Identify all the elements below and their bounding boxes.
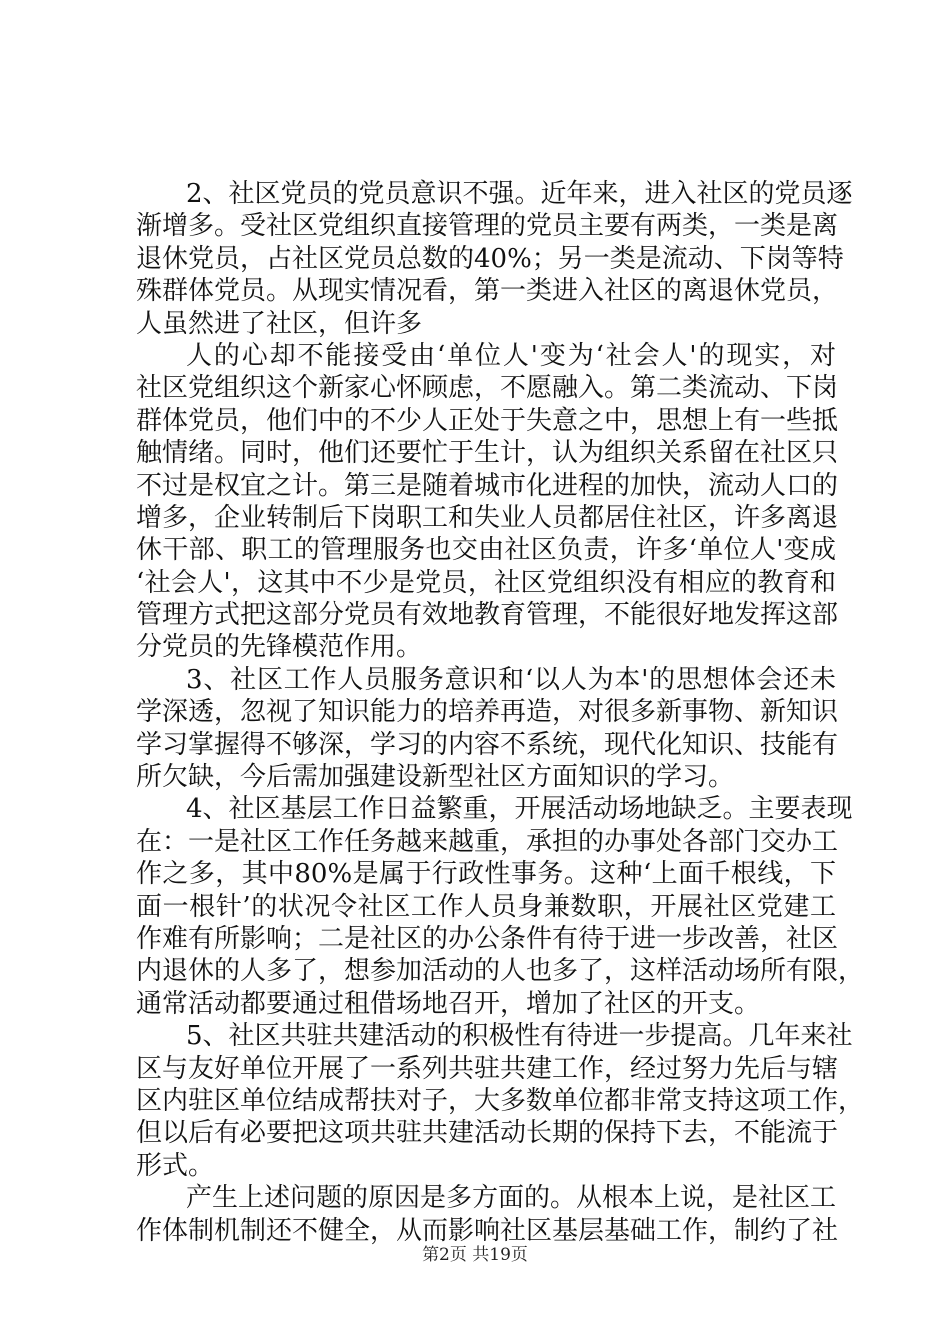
text-line: 社区党组织这个新家心怀顾虑，不愿融入。第二类流动、下岗 [136,373,839,404]
text-line: 人的心却不能接受由‘单位人'变为‘社会人'的现实，对 [186,340,836,371]
text-line: 但以后有必要把这项共驻共建活动长期的保持下去，不能流于 [136,1118,839,1149]
text-line: 区与友好单位开展了一系列共驻共建工作，经过努力先后与辖 [136,1053,839,1084]
text-line: 形式。 [136,1150,215,1181]
text-line: 渐增多。受社区党组织直接管理的党员主要有两类，一类是离 [136,211,839,242]
paragraph-5 [136,1020,865,1182]
paragraph-4 [136,793,865,1020]
text-line: 休干部、职工的管理服务也交由社区负责，许多‘单位人'变成 [136,535,836,566]
text-line: 作体制机制还不健全，从而影响社区基层基础工作，制约了社 [136,1215,839,1246]
text-line: 触情绪。同时，他们还要忙于生计，认为组织关系留在社区只 [136,438,839,469]
paragraph-2 [136,178,853,340]
text-line: 增多，企业转制后下岗职工和失业人员都居住社区，许多离退 [136,502,839,533]
text-line: 内退休的人多了，想参加活动的人也多了，这样活动场所有限， [136,956,865,987]
paragraph-3 [136,664,839,794]
paragraph-continuation [136,340,839,664]
text-line: 5、社区共驻共建活动的积极性有待进一步提高。几年来社 [186,1021,853,1052]
text-line: 面一根针’的状况令社区工作人员身兼数职，开展社区党建工 [136,891,836,922]
text-line: 在：一是社区工作任务越来越重，承担的办事处各部门交办工 [136,826,839,857]
text-line: 不过是权宜之计。第三是随着城市化进程的加快，流动人口的 [136,470,839,501]
text-line: 3、社区工作人员服务意识和‘以人为本'的思想体会还未 [186,664,836,695]
text-line: 管理方式把这部分党员有效地教育管理，不能很好地发挥这部 [136,600,839,631]
text-line: 学习掌握得不够深，学习的内容不系统，现代化知识、技能有 [136,729,839,760]
text-line: 作难有所影响；二是社区的办公条件有待于进一步改善，社区 [136,923,839,954]
document-body [136,178,865,1247]
text-line: 区内驻区单位结成帮扶对子，大多数单位都非常支持这项工作， [136,1085,865,1116]
text-line: 退休党员，占社区党员总数的40%；另一类是流动、下岗等特 [136,243,844,274]
text-line: 通常活动都要通过租借场地召开，增加了社区的开支。 [136,988,761,1019]
text-line: 产生上述问题的原因是多方面的。从根本上说，是社区工 [186,1183,837,1214]
text-line: 群体党员，他们中的不少人正处于失意之中，思想上有一些抵 [136,405,839,436]
page-number-footer: 第2页 共19页 [422,1245,528,1265]
text-line: 4、社区基层工作日益繁重，开展活动场地缺乏。主要表现 [186,794,853,825]
paragraph-causes [136,1182,839,1247]
text-line: ‘社会人'，这其中不少是党员，社区党组织没有相应的教育和 [136,567,836,598]
text-line: 殊群体党员。从现实情况看，第一类进入社区的离退休党员， [136,276,839,307]
text-line: 分党员的先锋模范作用。 [136,632,423,663]
text-line: 2、社区党员的党员意识不强。近年来，进入社区的党员逐 [186,179,853,209]
text-line: 人虽然进了社区，但许多 [136,308,423,339]
text-line: 所欠缺，今后需加强建设新型社区方面知识的学习。 [136,762,735,793]
text-line: 学深透，忽视了知识能力的培养再造，对很多新事物、新知识 [136,697,839,728]
text-line: 作之多，其中80%是属于行政性事务。这种‘上面千根线，下 [136,859,836,890]
